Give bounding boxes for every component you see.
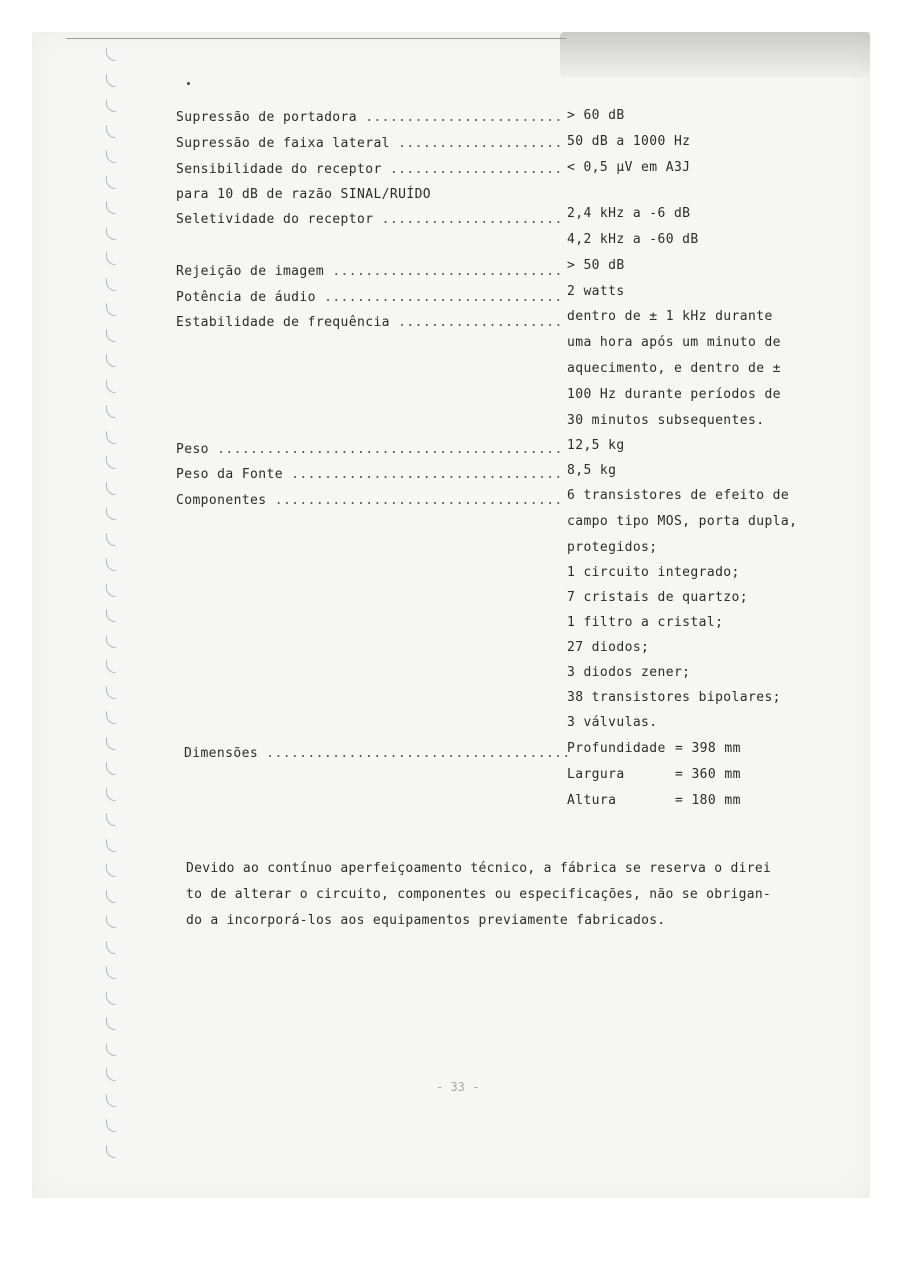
- spec-label: Supressão de portadora .....: [176, 110, 562, 125]
- spec-label: Seletividade do receptor .....: [176, 212, 562, 227]
- spec-label: Rejeição de imagem .....: [176, 264, 562, 279]
- binder-hole-mark: [106, 1145, 116, 1158]
- binder-hole-mark: [106, 915, 116, 928]
- dimension-value: = 360 mm: [675, 767, 741, 782]
- spec-label: Peso da Fonte .....: [176, 467, 562, 482]
- binder-hole-mark: [106, 354, 116, 367]
- spec-value: 2 watts: [567, 284, 625, 299]
- dimension-value: = 180 mm: [675, 793, 741, 808]
- binder-hole-mark: [106, 660, 116, 673]
- spec-value: 30 minutos subsequentes.: [567, 413, 765, 428]
- spec-row-carrier-suppression: [0, 110, 905, 136]
- spec-row-selectivity: [0, 212, 905, 238]
- dimension-name: Profundidade: [567, 741, 666, 756]
- binder-hole-mark: [106, 839, 116, 852]
- spec-label: Peso .....: [176, 442, 562, 457]
- binder-hole-mark: [106, 635, 116, 648]
- spec-value: 7 cristais de quartzo;: [567, 590, 748, 605]
- spec-value: 50 dB a 1000 Hz: [567, 134, 691, 149]
- spec-label: Estabilidade de frequência .....: [176, 315, 562, 330]
- dimension-height: [567, 793, 741, 808]
- footer-line: Devido ao contínuo aperfeiçoamento técnico, a fábrica se reserva o direi: [186, 861, 772, 876]
- spec-label: Dimensões .....: [184, 746, 570, 761]
- footer-line: do a incorporá-los aos equipamentos previamente fabricados.: [186, 913, 666, 928]
- spec-label: Supressão de faixa lateral .....: [176, 136, 562, 151]
- binder-hole-mark: [106, 966, 116, 979]
- binder-hole-mark: [106, 711, 116, 724]
- spec-row-sideband-suppression: [0, 136, 905, 162]
- binder-hole-mark: [106, 1043, 116, 1056]
- binder-hole-mark: [106, 558, 116, 571]
- spec-value: < 0,5 µV em A3J: [567, 160, 691, 175]
- binder-hole-mark: [106, 941, 116, 954]
- spec-value: 3 diodos zener;: [567, 665, 691, 680]
- dimension-name: Largura: [567, 767, 625, 782]
- binder-hole-mark: [106, 1119, 116, 1132]
- spec-value: campo tipo MOS, porta dupla,: [567, 514, 798, 529]
- page-number: - 33 -: [436, 1080, 480, 1094]
- spec-value: 1 circuito integrado;: [567, 565, 740, 580]
- stray-dot: [187, 82, 190, 85]
- spec-row-dimensions: [0, 746, 905, 772]
- spec-row-weight: [0, 442, 905, 468]
- binder-hole-mark: [106, 686, 116, 699]
- binder-hole-mark: [106, 405, 116, 418]
- spec-value: 2,4 kHz a -6 dB: [567, 206, 691, 221]
- spec-label: Potência de áudio .....: [176, 290, 562, 305]
- dimension-depth: [567, 741, 741, 756]
- binder-hole-mark: [106, 1094, 116, 1107]
- spec-value: 38 transistores bipolares;: [567, 690, 781, 705]
- spec-value: protegidos;: [567, 540, 658, 555]
- dimension-width: [567, 767, 741, 782]
- spec-value: > 50 dB: [567, 258, 625, 273]
- spec-row-image-rejection: [0, 264, 905, 290]
- binder-hole-mark: [106, 864, 116, 877]
- spec-value: 27 diodos;: [567, 640, 650, 655]
- spec-value: 12,5 kg: [567, 438, 625, 453]
- spec-value: 1 filtro a cristal;: [567, 615, 724, 630]
- spec-value: dentro de ± 1 kHz durante: [567, 309, 773, 324]
- spec-value: 3 válvulas.: [567, 715, 658, 730]
- footer-notice: [186, 856, 771, 934]
- binder-hole-mark: [106, 74, 116, 87]
- binder-hole-mark: [106, 992, 116, 1005]
- binder-hole-mark: [106, 890, 116, 903]
- binder-hole-mark: [106, 609, 116, 622]
- spec-label: Componentes .....: [176, 493, 562, 508]
- binder-hole-mark: [106, 1017, 116, 1030]
- paper-sheet: [32, 32, 870, 1198]
- spec-value: 4,2 kHz a -60 dB: [567, 232, 699, 247]
- dimension-value: = 398 mm: [675, 741, 741, 756]
- spec-label: Sensibilidade do receptor .....: [176, 162, 562, 177]
- scan-smudge: [560, 32, 870, 78]
- top-edge-line: [66, 38, 566, 39]
- spec-value: uma hora após um minuto de: [567, 335, 781, 350]
- spec-value: aquecimento, e dentro de ±: [567, 361, 781, 376]
- sensitivity-note: para 10 dB de razão SINAL/RUÍDO: [176, 187, 432, 202]
- binder-hole-mark: [106, 813, 116, 826]
- spec-value: 100 Hz durante períodos de: [567, 387, 781, 402]
- spec-row-receiver-sensitivity: [0, 162, 905, 188]
- binder-hole-mark: [106, 380, 116, 393]
- binder-hole-mark: [106, 584, 116, 597]
- spec-value: 8,5 kg: [567, 463, 617, 478]
- binder-hole-mark: [106, 533, 116, 546]
- dimension-name: Altura: [567, 793, 617, 808]
- binder-hole-mark: [106, 788, 116, 801]
- binder-hole-mark: [106, 48, 116, 61]
- spec-value: 6 transistores de efeito de: [567, 488, 790, 503]
- spec-value: > 60 dB: [567, 108, 625, 123]
- binder-hole-mark: [106, 1068, 116, 1081]
- footer-line: to de alterar o circuito, componentes ou especificações, não se obrigan-: [186, 887, 772, 902]
